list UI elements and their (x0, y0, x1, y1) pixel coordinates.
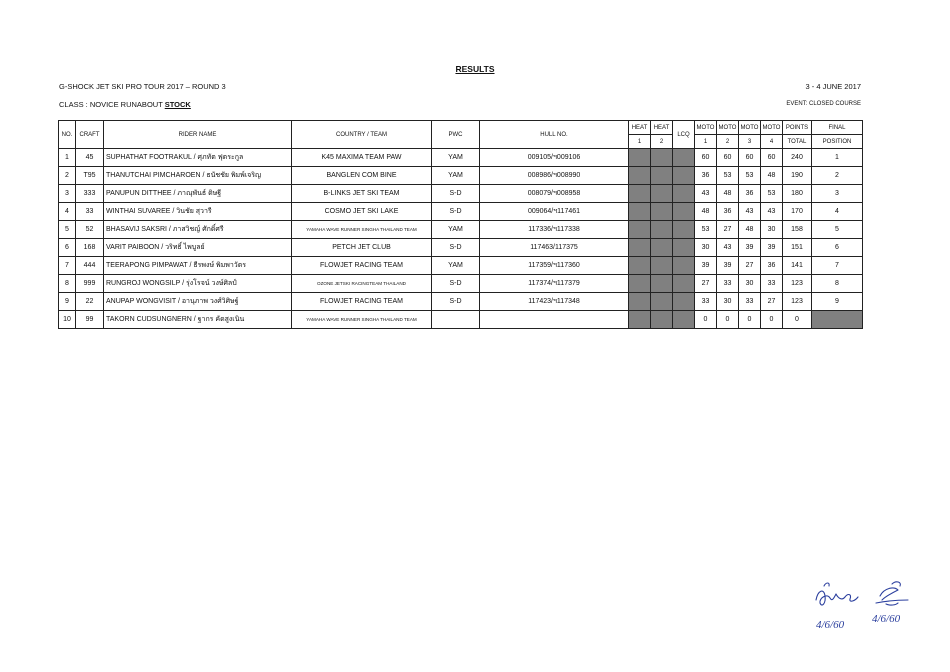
col-heat-1-num: 1 (629, 135, 651, 149)
cell-heat-2 (651, 167, 673, 185)
cell-moto-2: 43 (717, 239, 739, 257)
cell-no: 5 (59, 221, 76, 239)
cell-hull: 117336/ฯ117338 (480, 221, 629, 239)
cell-moto-3: 48 (739, 221, 761, 239)
cell-team: OZONE JETSKI RACINGTEAM THAILAND (292, 275, 432, 293)
cell-moto-3: 30 (739, 275, 761, 293)
cell-moto-1: 30 (695, 239, 717, 257)
cell-pwc: YAM (432, 149, 480, 167)
cell-position: 2 (812, 167, 863, 185)
signature-strokes (816, 582, 908, 605)
cell-moto-4: 36 (761, 257, 783, 275)
cell-hull: 009105/ฯ009106 (480, 149, 629, 167)
cell-team: K45 MAXIMA TEAM PAW (292, 149, 432, 167)
cell-lcq (673, 311, 695, 329)
cell-heat-1 (629, 221, 651, 239)
cell-hull: 008079/ฯ008958 (480, 185, 629, 203)
cell-no: 4 (59, 203, 76, 221)
cell-moto-3: 33 (739, 293, 761, 311)
cell-moto-1: 48 (695, 203, 717, 221)
cell-rider: THANUTCHAI PIMCHAROEN / ธนัชชัย พิมพ์เจริญ (104, 167, 292, 185)
cell-total: 123 (783, 293, 812, 311)
cell-heat-1 (629, 311, 651, 329)
cell-no: 8 (59, 275, 76, 293)
col-lcq: LCQ (673, 121, 695, 149)
cell-lcq (673, 149, 695, 167)
cell-lcq (673, 275, 695, 293)
cell-moto-4: 53 (761, 185, 783, 203)
cell-craft: T95 (76, 167, 104, 185)
cell-moto-4: 39 (761, 239, 783, 257)
cell-moto-1: 0 (695, 311, 717, 329)
cell-position: 8 (812, 275, 863, 293)
cell-heat-1 (629, 203, 651, 221)
cell-hull: 117423/ฯ117348 (480, 293, 629, 311)
signature-1 (816, 591, 858, 605)
class-stock-label: STOCK (164, 100, 191, 109)
cell-rider: WINTHAI SUVAREE / วินชัย สุวารี (104, 203, 292, 221)
cell-moto-1: 36 (695, 167, 717, 185)
cell-moto-4: 33 (761, 275, 783, 293)
cell-heat-1 (629, 167, 651, 185)
cell-pwc: S-D (432, 293, 480, 311)
event-date: 3 - 4 JUNE 2017 (805, 82, 861, 91)
col-rider: RIDER NAME (104, 121, 292, 149)
cell-lcq (673, 293, 695, 311)
cell-heat-1 (629, 239, 651, 257)
cell-total: 0 (783, 311, 812, 329)
cell-pwc: S-D (432, 203, 480, 221)
cell-total: 151 (783, 239, 812, 257)
cell-total: 240 (783, 149, 812, 167)
cell-no: 7 (59, 257, 76, 275)
cell-heat-2 (651, 293, 673, 311)
cell-no: 9 (59, 293, 76, 311)
signatures (812, 570, 922, 634)
cell-heat-2 (651, 221, 673, 239)
cell-craft: 168 (76, 239, 104, 257)
cell-craft: 22 (76, 293, 104, 311)
cell-team: FLOWJET RACING TEAM (292, 257, 432, 275)
table-row (59, 221, 863, 239)
cell-team: FLOWJET RACING TEAM (292, 293, 432, 311)
col-moto-3-num: 3 (739, 135, 761, 149)
cell-craft: 33 (76, 203, 104, 221)
table-row (59, 311, 863, 329)
cell-moto-4: 60 (761, 149, 783, 167)
cell-heat-2 (651, 185, 673, 203)
cell-moto-4: 30 (761, 221, 783, 239)
cell-team: COSMO JET SKI LAKE (292, 203, 432, 221)
cell-pwc: S-D (432, 185, 480, 203)
cell-rider: TAKORN CUDSUNGNERN / ฐากร คัดสูงเนิน (104, 311, 292, 329)
cell-rider: BHASAVIJ SAKSRI / ภาสวิชญ์ ศักดิ์ศรี (104, 221, 292, 239)
table-row (59, 185, 863, 203)
cell-moto-1: 27 (695, 275, 717, 293)
cell-lcq (673, 167, 695, 185)
cell-position: 4 (812, 203, 863, 221)
cell-moto-1: 39 (695, 257, 717, 275)
cell-total: 170 (783, 203, 812, 221)
cell-moto-2: 53 (717, 167, 739, 185)
cell-moto-3: 60 (739, 149, 761, 167)
cell-heat-1 (629, 275, 651, 293)
cell-moto-3: 43 (739, 203, 761, 221)
cell-moto-3: 0 (739, 311, 761, 329)
cell-no: 10 (59, 311, 76, 329)
table-row (59, 167, 863, 185)
signature-date-2: 4/6/60 (872, 613, 901, 625)
cell-craft: 99 (76, 311, 104, 329)
cell-total: 158 (783, 221, 812, 239)
signature-date-1: 4/6/60 (816, 619, 845, 631)
col-total: TOTAL (783, 135, 812, 149)
signature-1-flourish (824, 583, 829, 586)
cell-no: 2 (59, 167, 76, 185)
cell-craft: 45 (76, 149, 104, 167)
cell-moto-3: 39 (739, 239, 761, 257)
results-title: RESULTS (455, 64, 495, 74)
cell-hull: 009064/ฯ117461 (480, 203, 629, 221)
cell-moto-4: 43 (761, 203, 783, 221)
cell-lcq (673, 239, 695, 257)
cell-moto-2: 27 (717, 221, 739, 239)
cell-rider: ANUPAP WONGVISIT / อานุภาพ วงศ์วิศิษฐ์ (104, 293, 292, 311)
col-moto-1-num: 1 (695, 135, 717, 149)
cell-position: 5 (812, 221, 863, 239)
table-row (59, 239, 863, 257)
cell-lcq (673, 221, 695, 239)
cell-pwc: YAM (432, 221, 480, 239)
signature-2 (876, 588, 908, 605)
cell-moto-2: 39 (717, 257, 739, 275)
cell-craft: 999 (76, 275, 104, 293)
results-table (58, 120, 863, 329)
cell-hull (480, 311, 629, 329)
cell-lcq (673, 257, 695, 275)
table-row (59, 203, 863, 221)
cell-pwc: S-D (432, 239, 480, 257)
cell-moto-1: 53 (695, 221, 717, 239)
cell-craft: 333 (76, 185, 104, 203)
cell-team: YAMAHA WAVE RUNNER SINGHA THAILAND TEAM (292, 221, 432, 239)
table-row (59, 149, 863, 167)
col-moto-4-num: 4 (761, 135, 783, 149)
event-type: EVENT: CLOSED COURSE (786, 101, 861, 107)
col-pwc: PWC (432, 121, 480, 149)
col-points: POINTS (783, 121, 812, 135)
cell-no: 6 (59, 239, 76, 257)
cell-heat-2 (651, 203, 673, 221)
cell-position: 9 (812, 293, 863, 311)
cell-hull: 117359/ฯ117360 (480, 257, 629, 275)
col-heat-2-num: 2 (651, 135, 673, 149)
cell-moto-3: 27 (739, 257, 761, 275)
cell-team: PETCH JET CLUB (292, 239, 432, 257)
event-title: G-SHOCK JET SKI PRO TOUR 2017 – ROUND 3 (59, 82, 226, 91)
cell-rider: SUPHATHAT FOOTRAKUL / ศุภทัต ฟุตระกูล (104, 149, 292, 167)
table-header-row (59, 121, 863, 135)
cell-lcq (673, 185, 695, 203)
cell-moto-3: 36 (739, 185, 761, 203)
cell-heat-2 (651, 149, 673, 167)
table-row (59, 257, 863, 275)
cell-position: 1 (812, 149, 863, 167)
cell-craft: 444 (76, 257, 104, 275)
cell-total: 190 (783, 167, 812, 185)
col-moto-4: MOTO (761, 121, 783, 135)
cell-total: 141 (783, 257, 812, 275)
cell-heat-1 (629, 185, 651, 203)
cell-no: 3 (59, 185, 76, 203)
cell-heat-1 (629, 149, 651, 167)
cell-total: 180 (783, 185, 812, 203)
cell-hull: 008986/ฯ008990 (480, 167, 629, 185)
cell-moto-2: 36 (717, 203, 739, 221)
cell-moto-4: 0 (761, 311, 783, 329)
cell-rider: RUNGROJ WONGSILP / รุ่งโรจน์ วงษ์ศิลป์ (104, 275, 292, 293)
cell-craft: 52 (76, 221, 104, 239)
class-label: CLASS : NOVICE RUNABOUT (59, 100, 165, 109)
col-moto-3: MOTO (739, 121, 761, 135)
col-country-team: COUNTRY / TEAM (292, 121, 432, 149)
cell-no: 1 (59, 149, 76, 167)
cell-moto-2: 60 (717, 149, 739, 167)
col-moto-1: MOTO (695, 121, 717, 135)
cell-position: 6 (812, 239, 863, 257)
cell-pwc (432, 311, 480, 329)
cell-position (812, 311, 863, 329)
col-craft: CRAFT (76, 121, 104, 149)
cell-position: 7 (812, 257, 863, 275)
cell-heat-2 (651, 257, 673, 275)
cell-rider: PANUPUN DITTHEE / ภาณุพันธ์ ดิษฐี (104, 185, 292, 203)
col-moto-2-num: 2 (717, 135, 739, 149)
cell-pwc: S-D (432, 275, 480, 293)
col-heat-2: HEAT (651, 121, 673, 135)
class-line (59, 100, 191, 109)
cell-moto-2: 30 (717, 293, 739, 311)
signature-2-flourish (892, 582, 900, 586)
cell-moto-2: 48 (717, 185, 739, 203)
col-no: NO. (59, 121, 76, 149)
cell-moto-1: 60 (695, 149, 717, 167)
cell-moto-2: 33 (717, 275, 739, 293)
cell-pwc: YAM (432, 167, 480, 185)
cell-team: B-LINKS JET SKI TEAM (292, 185, 432, 203)
results-body (59, 149, 863, 329)
col-moto-2: MOTO (717, 121, 739, 135)
col-final: FINAL (812, 121, 863, 135)
cell-heat-1 (629, 293, 651, 311)
cell-moto-1: 33 (695, 293, 717, 311)
table-row (59, 275, 863, 293)
col-heat-1: HEAT (629, 121, 651, 135)
cell-rider: TEERAPONG PIMPAWAT / ธีรพงษ์ พิมพาวัตร (104, 257, 292, 275)
cell-heat-2 (651, 311, 673, 329)
cell-lcq (673, 203, 695, 221)
cell-heat-2 (651, 275, 673, 293)
col-position: POSITION (812, 135, 863, 149)
cell-hull: 117463/117375 (480, 239, 629, 257)
cell-moto-3: 53 (739, 167, 761, 185)
cell-team: YAMAHA WAVE RUNNER SINGHA THAILAND TEAM (292, 311, 432, 329)
cell-moto-1: 43 (695, 185, 717, 203)
col-hull: HULL NO. (480, 121, 629, 149)
cell-team: BANGLEN COM BINE (292, 167, 432, 185)
cell-heat-1 (629, 257, 651, 275)
cell-pwc: YAM (432, 257, 480, 275)
table-row (59, 293, 863, 311)
cell-rider: VARIT PAIBOON / วริทธิ์ ไพบูลย์ (104, 239, 292, 257)
cell-heat-2 (651, 239, 673, 257)
cell-moto-4: 27 (761, 293, 783, 311)
cell-hull: 117374/ฯ117379 (480, 275, 629, 293)
signature-marks (812, 570, 922, 634)
cell-moto-4: 48 (761, 167, 783, 185)
cell-total: 123 (783, 275, 812, 293)
cell-position: 3 (812, 185, 863, 203)
cell-moto-2: 0 (717, 311, 739, 329)
